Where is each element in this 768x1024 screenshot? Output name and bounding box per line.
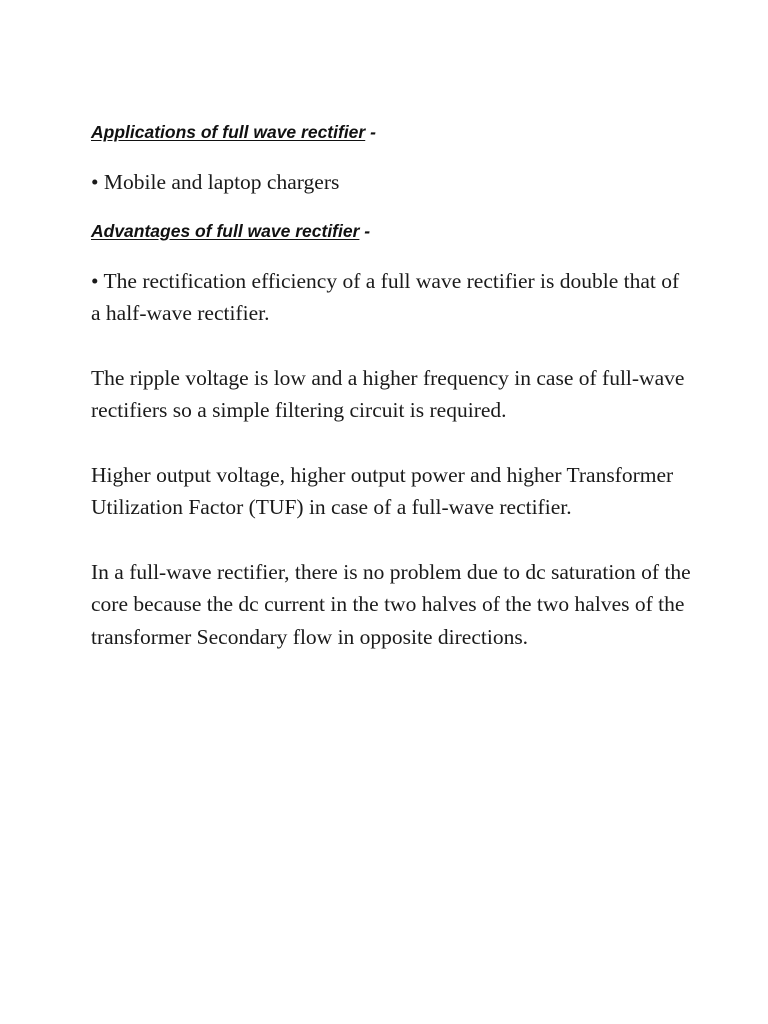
advantages-heading — [91, 217, 691, 245]
applications-heading — [91, 118, 691, 146]
document-body — [91, 118, 691, 653]
applications-item: • Mobile and laptop chargers — [91, 170, 340, 194]
advantages-paragraph-saturation: In a full-wave rectifier, there is no problem due to dc saturation of the core because the dc current in the two halves of the two halves of the transformer Secondary flow in opposite directions. — [91, 559, 691, 649]
advantages-heading-suffix: - — [359, 220, 371, 241]
advantages-heading-title: Advantages of full wave rectifier — [91, 220, 360, 241]
advantages-paragraph-ripple: The ripple voltage is low and a higher frequency in case of full-wave rectifiers so a simple filtering circuit is required. — [91, 365, 685, 422]
advantages-paragraph-efficiency: • The rectification efficiency of a full wave rectifier is double that of a half-wave rectifier. — [91, 268, 680, 325]
applications-heading-suffix: - — [365, 122, 376, 142]
advantages-paragraph-output: Higher output voltage, higher output power and higher Transformer Utilization Factor (TUF) in case of a full-wave rectifier. — [91, 462, 674, 519]
applications-heading-title: Applications of full wave rectifier — [91, 122, 366, 142]
